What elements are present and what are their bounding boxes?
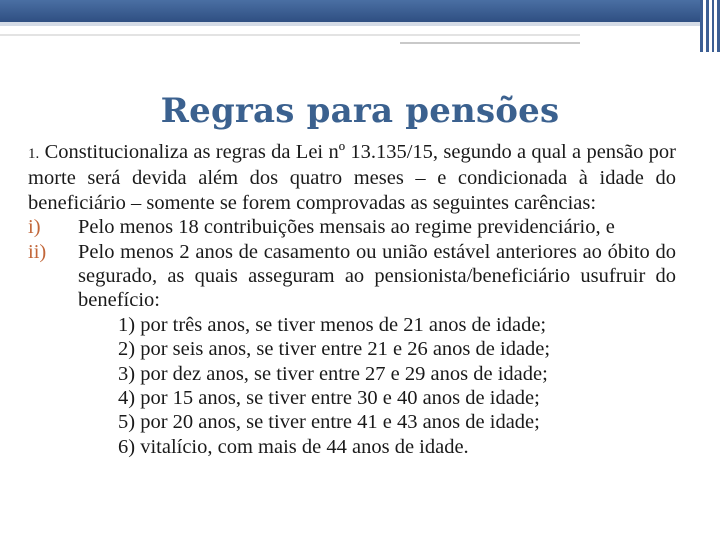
list-item (28, 240, 676, 313)
sub-list-item: 1) por três anos, se tiver menos de 21 anos de idade; (118, 313, 547, 336)
sub-list-item: 5) por 20 anos, se tiver entre 41 e 43 anos de idade; (118, 411, 540, 434)
sub-list-item: 2) por seis anos, se tiver entre 21 e 26 anos de idade; (118, 338, 551, 361)
decorative-line-short (400, 42, 580, 44)
slide-title: Regras para pensões (160, 90, 560, 131)
header-bar-separator (0, 22, 700, 26)
sub-list-item: 3) por dez anos, se tiver entre 27 e 29 anos de idade; (118, 362, 548, 385)
list-item (28, 215, 676, 239)
list-marker: ii) (28, 240, 47, 263)
list-item-text: Pelo menos 2 anos de casamento ou união estável anteriores ao óbito do segurado, as quais asseguram ao pensionista/beneficiário usufruir do benefício: (78, 240, 676, 312)
intro-text: Constitucionaliza as regras da Lei nº 13.135/15, segundo a qual a pensão por morte será devida além dos quatro meses – e condicionada à idade do beneficiário – somente se forem comprovadas as seguintes carências: (28, 141, 677, 214)
sub-list-item: 4) por 15 anos, se tiver entre 30 e 40 anos de idade; (118, 387, 540, 410)
decorative-line (0, 34, 580, 36)
list-item-text: Pelo menos 18 contribuições mensais ao regime previdenciário, e (78, 216, 615, 239)
slide-body (28, 140, 676, 459)
intro-paragraph (28, 140, 676, 215)
intro-number: 1. (28, 146, 40, 162)
benefit-duration-list (28, 313, 676, 459)
header-stripes (700, 0, 720, 52)
sub-list-item: 6) vitalício, com mais de 44 anos de idade. (118, 435, 469, 458)
list-marker: i) (28, 216, 41, 239)
header-bar (0, 0, 700, 22)
